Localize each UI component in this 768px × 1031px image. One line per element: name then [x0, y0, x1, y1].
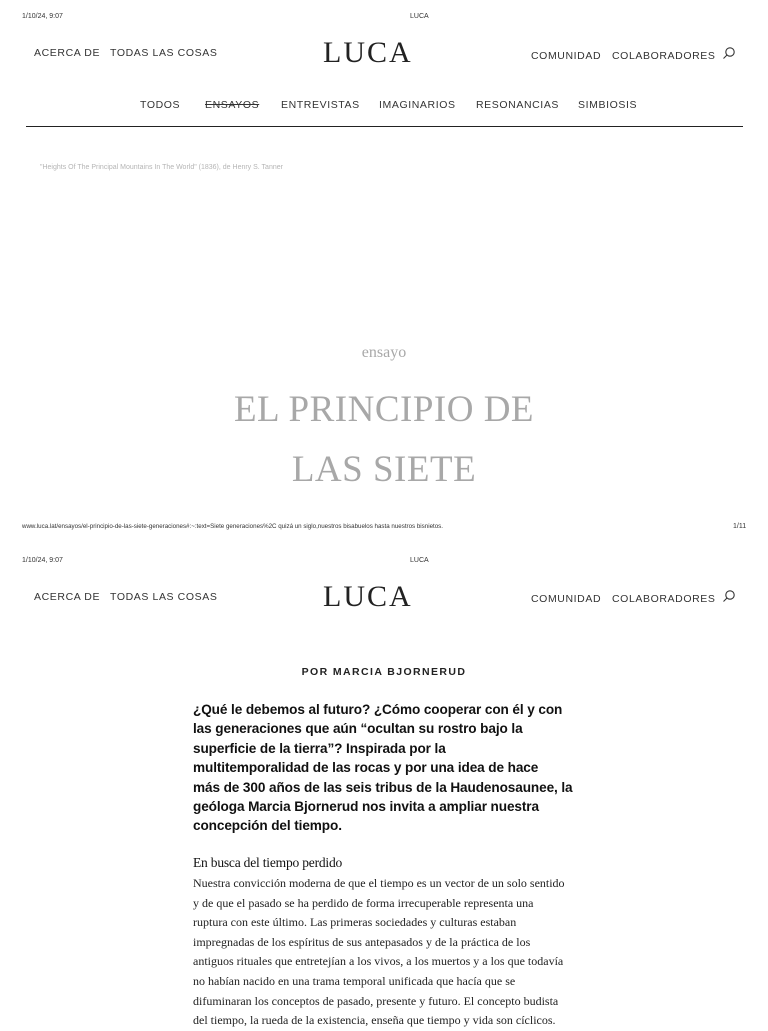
lede-line: multitemporalidad de las rocas y por una idea de hace: [193, 760, 539, 776]
category-imaginarios[interactable]: IMAGINARIOS: [379, 99, 456, 111]
nav-acerca-de[interactable]: ACERCA DE: [34, 591, 101, 603]
print-page-number: 1/11: [733, 523, 747, 530]
article-lede: [193, 700, 593, 836]
nav-todas-las-cosas[interactable]: TODAS LAS COSAS: [110, 591, 218, 603]
body-line: Nuestra convicción moderna de que el tiempo es un vector de un solo sentido: [193, 876, 565, 890]
print-date: 1/10/24, 9:07: [22, 557, 63, 564]
body-line: antiguos rituales que entretejían a los vivos, a los muertos y a los que todavía: [193, 954, 564, 969]
nav-comunidad[interactable]: COMUNIDAD: [531, 50, 602, 62]
lede-line: ¿Qué le debemos al futuro? ¿Cómo cooperar con él y con: [193, 702, 563, 717]
category-ensayos[interactable]: ENSAYOS: [205, 99, 260, 111]
body-line: y de que el pasado se ha perdido de forma irrecuperable representa una: [193, 895, 534, 910]
body-line: no habían nacido en una trama temporal unificada que hacía que se: [193, 973, 516, 988]
nav-colaboradores[interactable]: COLABORADORES: [612, 593, 716, 605]
section-heading: En busca del tiempo perdido: [193, 855, 343, 870]
article-kicker: ensayo: [361, 344, 407, 361]
category-todos[interactable]: TODOS: [140, 99, 181, 111]
search-icon[interactable]: [722, 589, 736, 603]
body-line: difuminaran los conceptos de pasado, presente y futuro. El concepto budista: [193, 993, 559, 1008]
body-line: impregnadas de los espíritus de sus antepasados y de la práctica de los: [193, 934, 531, 949]
print-header-title: LUCA: [410, 13, 429, 20]
lede-line: las generaciones que aún “ocultan su rostro bajo la: [193, 721, 523, 737]
nav-colaboradores[interactable]: COLABORADORES: [612, 50, 716, 62]
print-footer-url: www.luca.lat/ensayos/el-principio-de-las-siete-generaciones#:~:text=Siete generaciones%2C quizá un siglo,nuestros bisabuelos hasta nuestros bisnietos.: [22, 523, 443, 530]
site-logo[interactable]: LUCA: [323, 580, 413, 613]
article-title-line2: LAS SIETE: [291, 449, 477, 490]
category-entrevistas[interactable]: ENTREVISTAS: [281, 99, 360, 111]
category-resonancias[interactable]: RESONANCIAS: [476, 99, 560, 111]
article-title-line1: EL PRINCIPIO DE: [233, 389, 535, 430]
nav-acerca-de[interactable]: ACERCA DE: [34, 47, 101, 59]
article-body: [193, 874, 593, 1031]
lede-line: concepción del tiempo.: [193, 818, 342, 834]
nav-comunidad[interactable]: COMUNIDAD: [531, 593, 602, 605]
nav-todas-las-cosas[interactable]: TODAS LAS COSAS: [110, 47, 218, 59]
lede-line: geóloga Marcia Bjornerud nos invita a ampliar nuestra: [193, 799, 539, 815]
body-line: ruptura con este último. Las primeras sociedades y culturas estaban: [193, 915, 517, 930]
image-caption: "Heights Of The Principal Mountains In The World" (1836), de Henry S. Tanner: [40, 164, 283, 171]
print-date: 1/10/24, 9:07: [22, 13, 63, 20]
site-logo[interactable]: LUCA: [323, 36, 413, 69]
header-divider: [26, 126, 743, 127]
body-line: del tiempo, la rueda de la existencia, enseña que tiempo y vida son cíclicos.: [193, 1013, 556, 1028]
lede-line: superficie de la tierra”? Inspirada por la: [193, 740, 446, 756]
print-header-title: LUCA: [410, 557, 429, 564]
category-simbiosis[interactable]: SIMBIOSIS: [578, 99, 638, 111]
search-icon[interactable]: [722, 46, 736, 60]
article-author: POR MARCIA BJORNERUD: [301, 666, 467, 678]
lede-line: más de 300 años de las seis tribus de la Haudenosaunee, la: [193, 779, 573, 795]
